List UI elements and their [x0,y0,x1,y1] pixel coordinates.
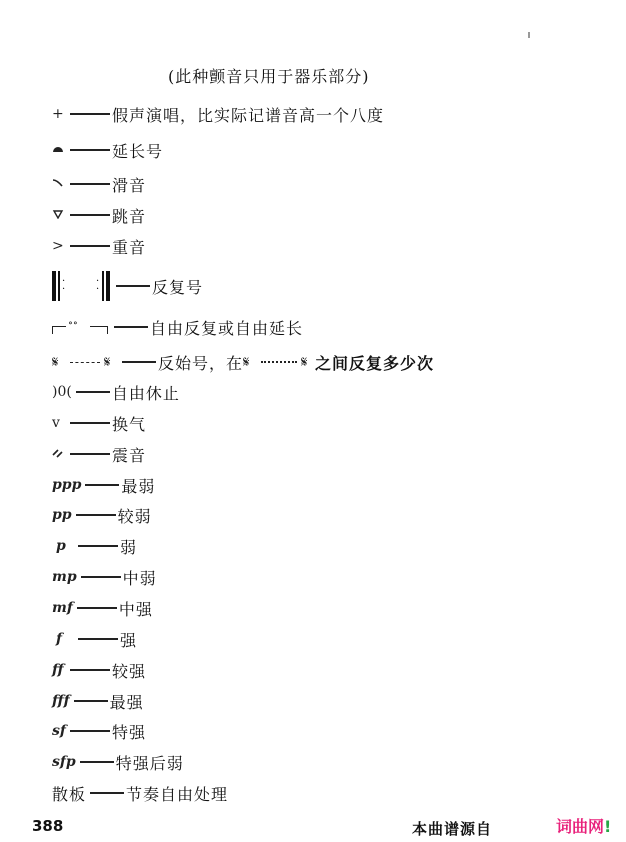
dynamic-mark: mf [52,600,73,616]
dynamic-mark: mp [52,569,77,585]
free-rest-symbol: )0( [52,384,72,400]
entry-sfp [52,750,184,774]
dash-line [74,700,108,701]
dash-line [116,285,150,286]
dash-line [76,514,116,515]
dash-line [77,607,117,608]
dash-line [122,361,156,362]
entry-p [52,534,137,558]
entry-pp [52,503,152,527]
dash-line [70,113,110,114]
entry-description: 反复号 [152,277,204,297]
dynamic-mark: sfp [52,754,76,770]
dynamic-mark: sf [52,723,66,739]
fermata-icon [52,142,66,158]
entry-description: 最强 [109,692,144,712]
entry-free-tempo [52,781,228,805]
entry-description: 中强 [118,599,153,619]
dynamic-mark: ppp [52,477,82,493]
entry-description: 自由反复或自由延长 [150,318,304,338]
repeat-sign-icon: · · · · [52,271,112,301]
entry-accent [52,234,146,258]
entry-fff [52,689,144,713]
tremolo-note-heading: (此种颤音只用于器乐部分) [168,67,370,86]
entry-mp [52,565,157,589]
entry-description: 滑音 [112,175,147,195]
segno-icon: 𝄋 [104,353,111,371]
entry-description: 延长号 [112,141,164,161]
dashed-line [70,362,100,363]
segno-icon: 𝄋 [301,353,308,371]
watermark-mark: ! [604,817,612,836]
entry-f [52,627,137,651]
dash-line [114,326,148,327]
entry-free-rest [52,380,180,404]
entry-description: 重音 [112,237,147,257]
dynamic-mark: ff [52,662,64,678]
scan-speck [528,32,530,38]
entry-free-repeat [52,315,303,339]
entry-description: 特强 [112,722,147,742]
entry-description: 震音 [112,445,147,465]
dash-line [76,391,110,392]
staccato-icon [52,207,66,223]
accent-symbol: > [52,238,64,254]
glide-icon [52,176,66,192]
entry-ff [52,658,146,682]
dash-line [70,245,110,246]
entry-description: 跳音 [112,206,147,226]
dash-line [80,761,114,762]
entry-glide [52,172,146,196]
entry-segno [52,350,434,374]
dash-line [90,792,124,793]
free-repeat-icon: ∘∘ [52,318,110,336]
entry-repeat-sign [52,270,203,302]
entry-description-2: 之间反复多少次 [315,353,435,373]
breath-symbol: v [52,415,60,431]
entry-description: 较强 [112,661,147,681]
dash-line [81,576,121,577]
entry-description: 特强后弱 [115,753,184,773]
entry-description: 假声演唱，比实际记谱音高一个八度 [112,105,385,125]
entry-fermata [52,138,163,162]
entry-ppp [52,473,155,497]
tremolo-icon [52,446,66,462]
page-number: 388 [32,817,64,835]
entry-description: 中弱 [122,568,157,588]
entry-falsetto [52,102,384,126]
falsetto-symbol: + [52,106,64,122]
free-tempo-term: 散板 [52,784,87,804]
entry-description: 换气 [112,414,147,434]
entry-staccato [52,203,146,227]
dash-line [70,453,110,454]
entry-description: 自由休止 [111,383,180,403]
segno-icon: 𝄋 [243,353,250,371]
dash-line [70,730,110,731]
dynamic-mark: fff [52,693,70,709]
dynamic-mark: pp [52,507,72,523]
entry-sf [52,719,146,743]
source-credit: 本曲谱源自 [412,820,493,838]
entry-mf [52,596,153,620]
site-watermark [556,814,611,837]
watermark-text: 词曲网 [556,817,605,836]
dynamic-mark: p [56,538,66,554]
entry-description: 强 [120,630,138,650]
dash-line [70,183,110,184]
entry-description: 较弱 [117,506,152,526]
dash-line [70,669,110,670]
entry-description: 最弱 [121,476,156,496]
entry-description: 弱 [120,537,138,557]
segno-icon: 𝄋 [52,353,59,371]
dash-line [85,484,119,485]
entry-tremolo [52,442,146,466]
entry-description: 反始号，在 [158,353,244,373]
dash-line [70,214,110,215]
dotted-line [261,361,297,363]
dynamic-mark: f [56,631,63,647]
dash-line [78,545,118,546]
entry-description: 节奏自由处理 [126,784,229,804]
dash-line [78,638,118,639]
dash-line [70,149,110,150]
entry-breath [52,411,146,435]
dash-line [70,422,110,423]
